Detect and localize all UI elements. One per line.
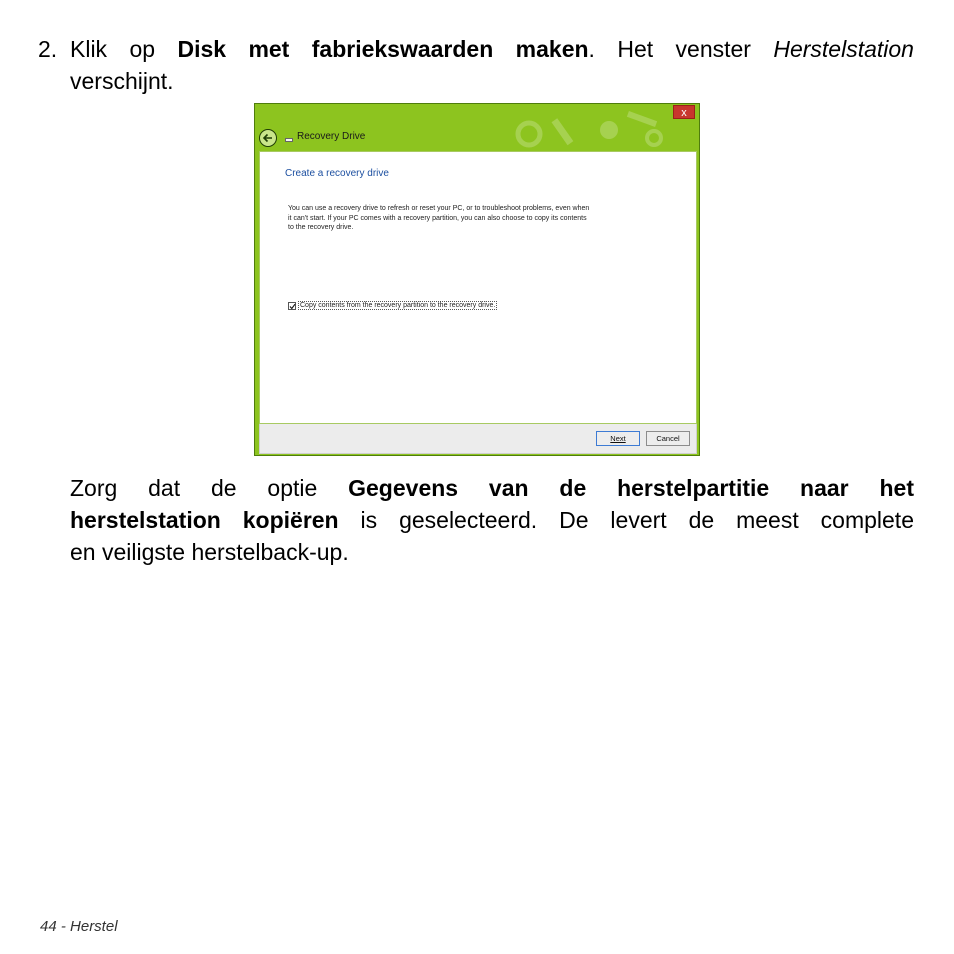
instruction-paragraph bbox=[70, 472, 914, 568]
window-content bbox=[259, 151, 697, 424]
drive-icon bbox=[285, 138, 293, 142]
copy-contents-checkbox[interactable] bbox=[288, 302, 296, 310]
content-heading: Create a recovery drive bbox=[285, 168, 389, 179]
paragraph-line-3: en veiligste herstelback-up. bbox=[70, 539, 349, 565]
page-footer: 44 - Herstel bbox=[40, 918, 118, 935]
cancel-button[interactable]: Cancel bbox=[646, 431, 690, 446]
close-button[interactable]: x bbox=[673, 105, 695, 119]
next-label: Next bbox=[610, 434, 626, 443]
recovery-drive-screenshot bbox=[254, 103, 700, 456]
step-bold-term: Disk met fabriekswaarden maken bbox=[177, 36, 589, 62]
back-arrow-icon[interactable] bbox=[259, 129, 277, 147]
copy-contents-label[interactable]: Copy contents from the recovery partition to the recovery drive. bbox=[300, 302, 496, 309]
step-italic-term: Herstelstation bbox=[773, 36, 914, 62]
body-line: You can use a recovery drive to refresh or reset your PC, or to troubleshoot problems, even when bbox=[288, 205, 590, 212]
step-number: 2. bbox=[38, 36, 58, 62]
window-button-bar bbox=[259, 424, 697, 454]
next-button[interactable] bbox=[596, 431, 640, 446]
window-title: Recovery Drive bbox=[297, 131, 366, 142]
paragraph-line-1: Zorg dat de optie Gegevens van de herstelpartitie naar het bbox=[70, 475, 914, 501]
step-line-1: Klik op Disk met fabriekswaarden maken. Het venster Herstelstation bbox=[70, 36, 914, 62]
step-line-2: verschijnt. bbox=[70, 68, 174, 94]
body-line: it can't start. If your PC comes with a recovery partition, you can also choose to copy its contents bbox=[288, 214, 587, 222]
content-body bbox=[288, 204, 638, 233]
background-decoration bbox=[509, 110, 669, 148]
paragraph-line-2: herstelstation kopiëren is geselecteerd. De levert de meest complete bbox=[70, 507, 914, 533]
body-line: to the recovery drive. bbox=[288, 224, 354, 231]
checkmark-icon bbox=[289, 303, 296, 310]
